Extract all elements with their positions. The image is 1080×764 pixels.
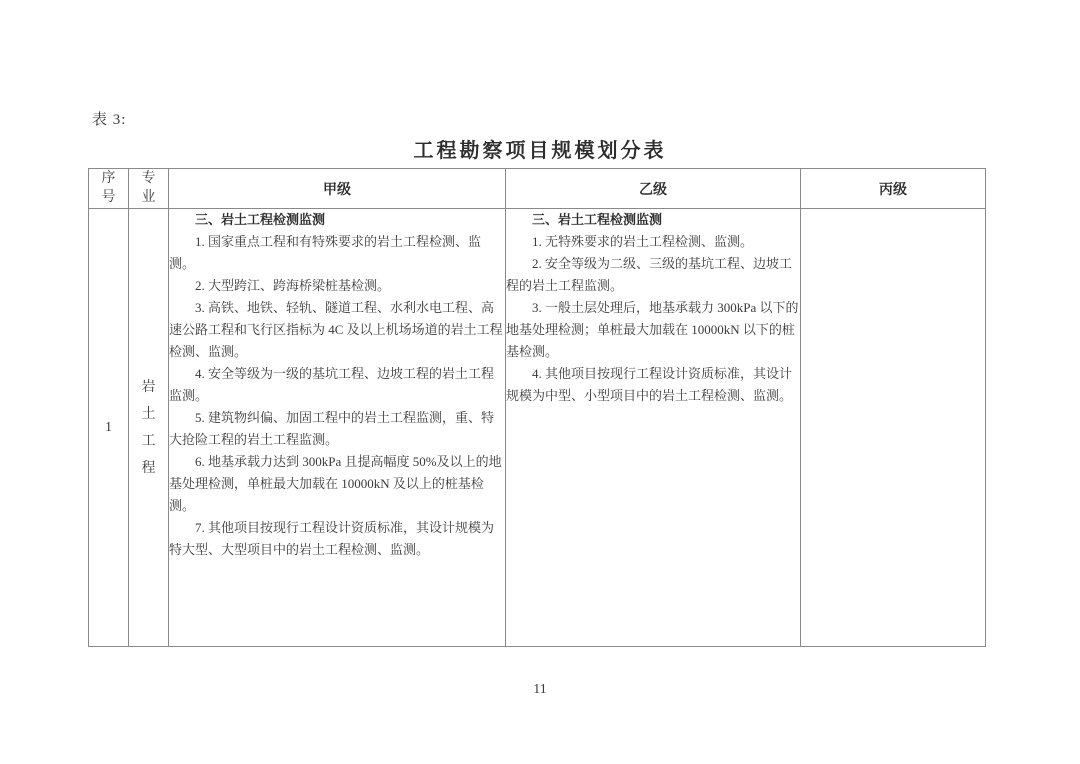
col-header-grade-a: 甲级 [169,169,506,209]
grade-b-heading: 三、岩土工程检测监测 [532,212,663,227]
col-header-seq [89,169,129,209]
grade-item: 1. 国家重点工程和有特殊要求的岩土工程检测、监测。 [169,234,482,271]
grade-b-items [506,231,800,407]
specialty-cell [129,209,169,647]
grade-a-heading: 三、岩土工程检测监测 [195,212,326,227]
page-title: 工程勘察项目规模划分表 [413,140,667,162]
col-header-specialty-label: 专业 [141,171,156,205]
grade-item: 3. 一般土层处理后，地基承载力 300kPa 以下的地基处理检测；单桩最大加载在 10000kN 以下的桩基检测。 [506,300,799,359]
col-header-grade-b: 乙级 [506,169,801,209]
col-header-specialty [129,169,169,209]
grade-b-cell [506,209,801,647]
page-number: 11 [533,682,547,697]
grade-item: 6. 地基承载力达到 300kPa 且提高幅度 50%及以上的地基处理检测，单桩最大加载在 10000kN 及以上的桩基检测。 [169,454,502,513]
col-header-grade-c: 丙级 [801,169,986,209]
col-header-seq-label: 序号 [101,171,116,205]
table-label: 表 3: [92,112,127,128]
seq-cell: 1 [89,209,129,647]
grade-item: 5. 建筑物纠偏、加固工程中的岩土工程监测，重、特大抢险工程的岩土工程监测。 [169,410,495,447]
grade-item: 4. 安全等级为一级的基坑工程、边坡工程的岩土工程监测。 [169,366,495,403]
grade-item: 2. 大型跨江、跨海桥梁桩基检测。 [195,278,391,293]
grade-a-cell [169,209,506,647]
grade-item: 1. 无特殊要求的岩土工程检测、监测。 [532,234,754,249]
table-header-row [89,169,986,209]
classification-table [88,168,986,647]
grade-item: 2. 安全等级为二级、三级的基坑工程、边坡工程的岩土工程监测。 [506,256,793,293]
grade-item: 3. 高铁、地铁、轻轨、隧道工程、水利水电工程、高速公路工程和飞行区指标为 4C 及以上机场场道的岩土工程检测、监测。 [169,300,503,359]
table-row [89,209,986,647]
specialty-label: 岩土工程 [141,379,156,476]
grade-c-cell [801,209,986,647]
grade-item: 4. 其他项目按现行工程设计资质标准，其设计规模为中型、小型项目中的岩土工程检测、监测。 [506,366,793,403]
grade-a-items [169,231,505,561]
grade-item: 7. 其他项目按现行工程设计资质标准，其设计规模为特大型、大型项目中的岩土工程检测、监测。 [169,520,495,557]
